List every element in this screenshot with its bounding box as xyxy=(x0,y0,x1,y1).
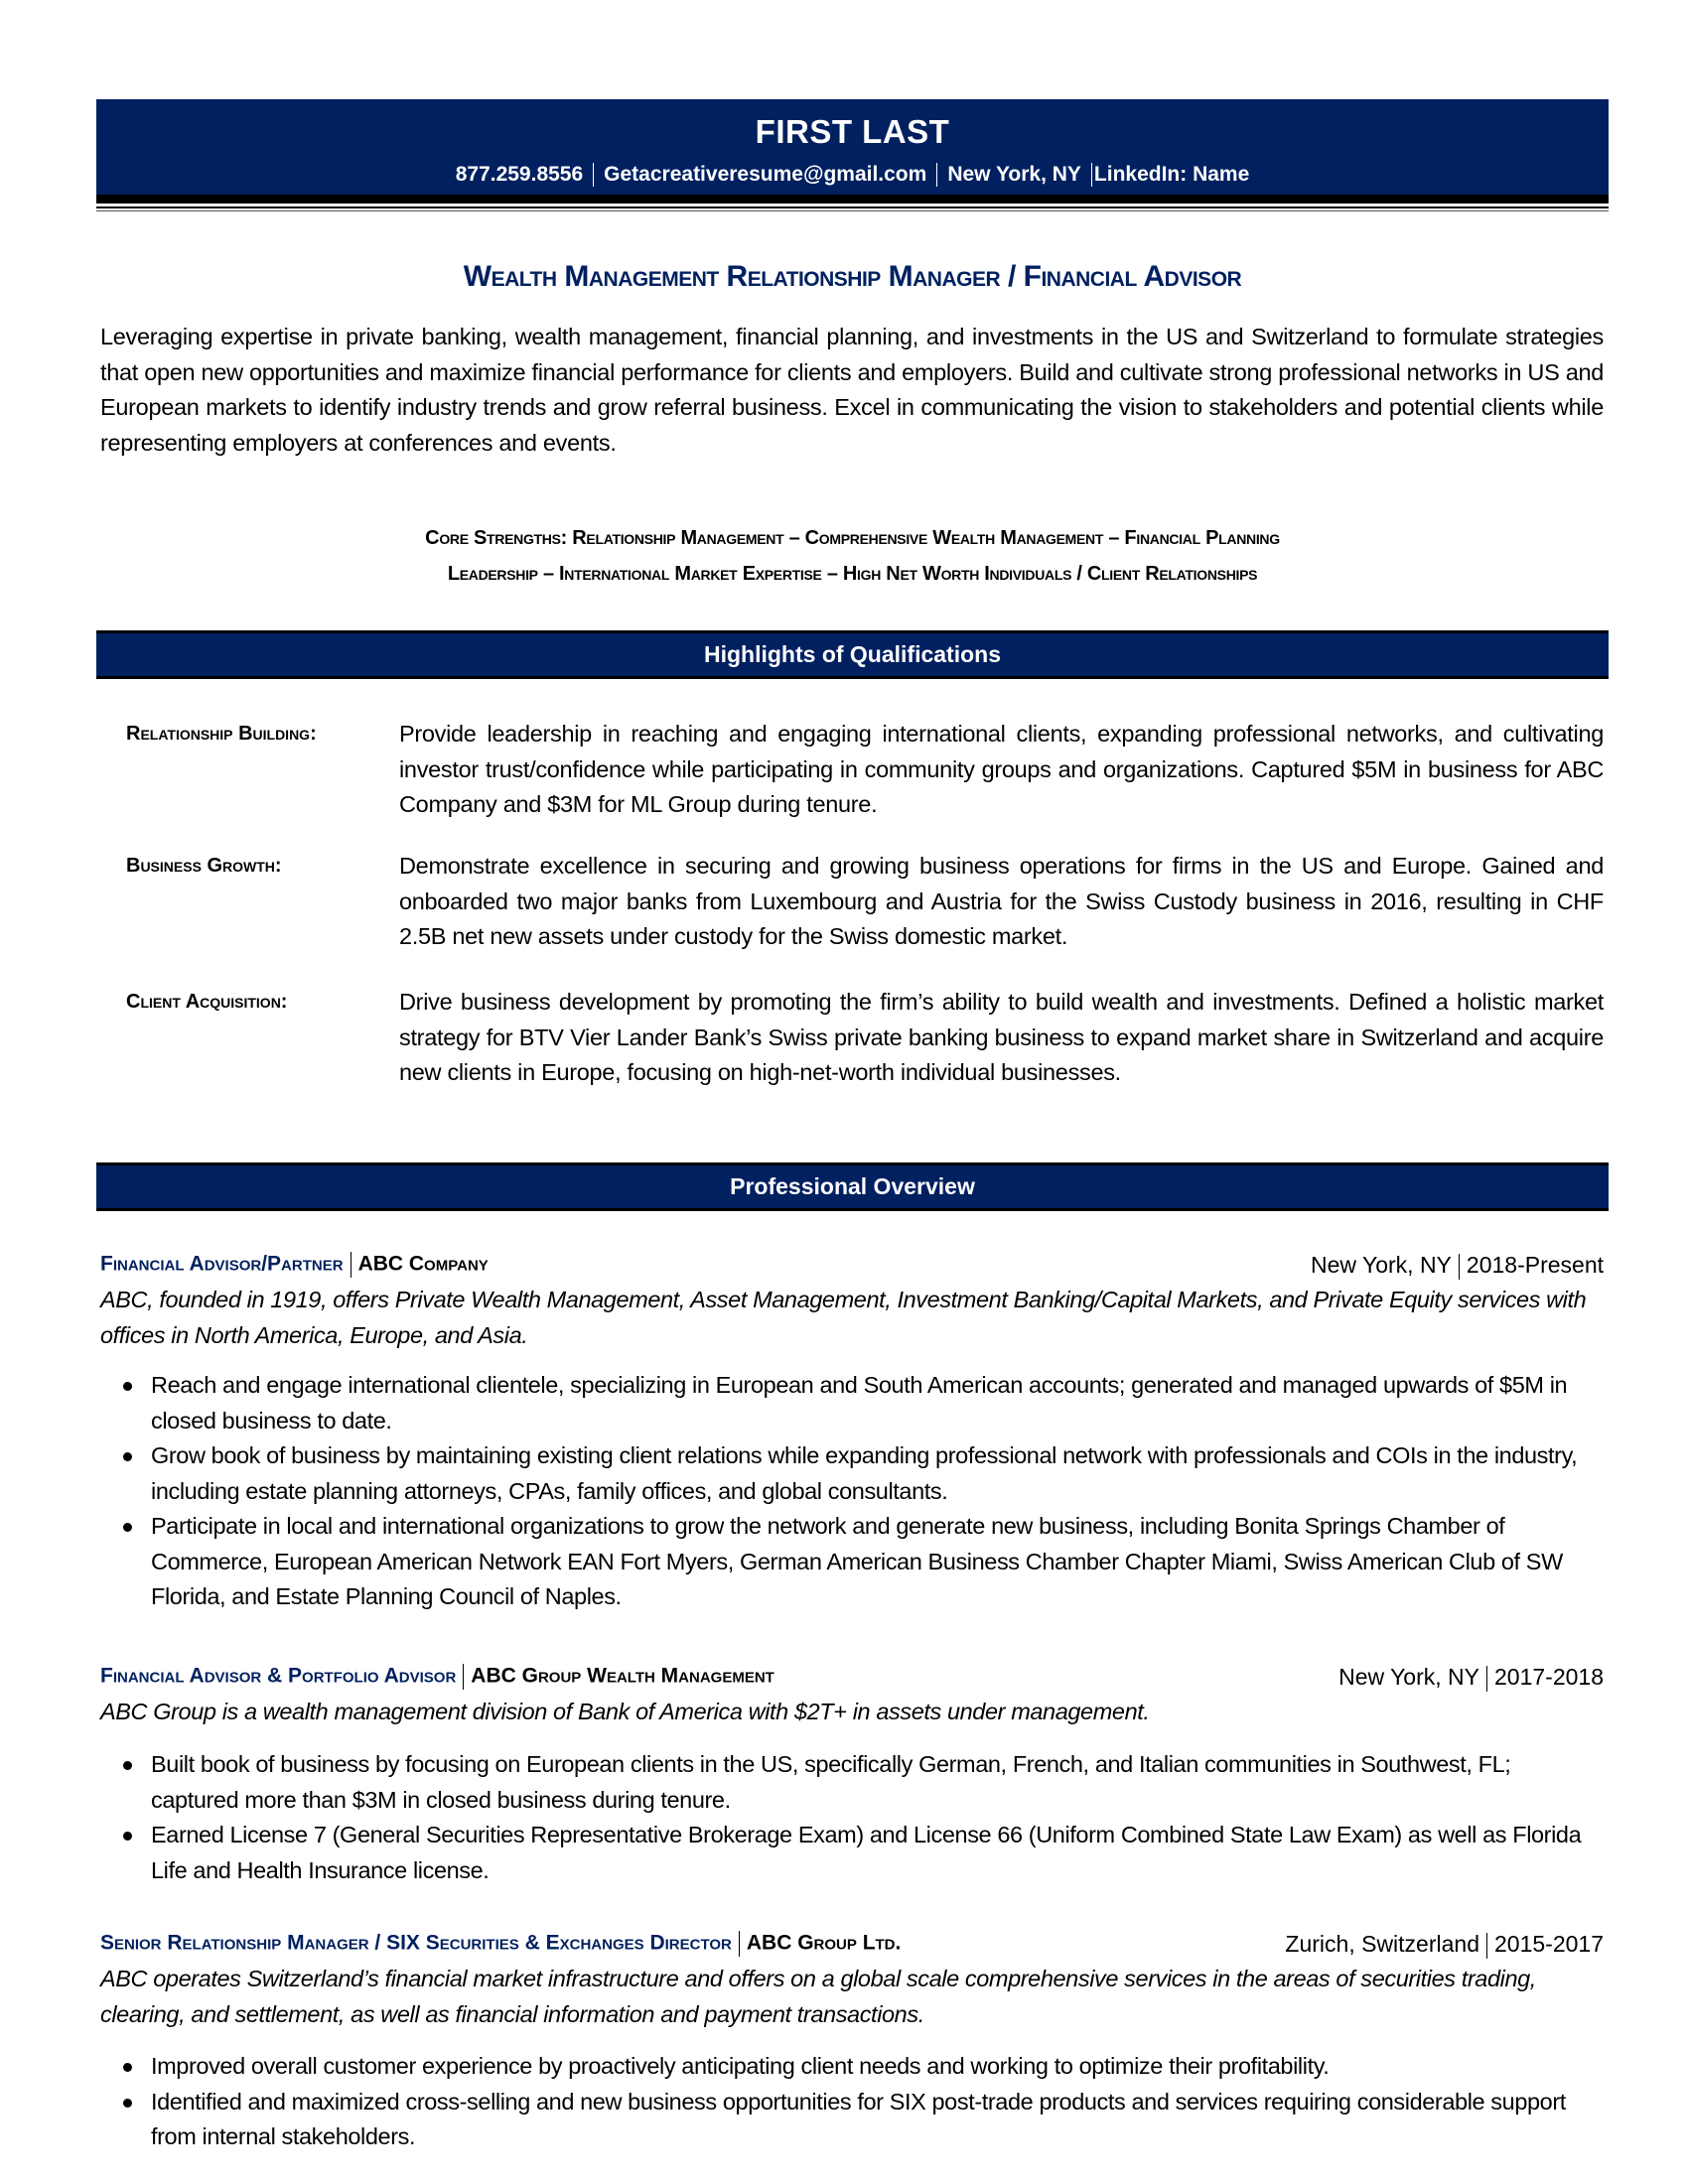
summary: Leveraging expertise in private banking, wealth management, financial planning, and investments in the US and Switzerland to formulate strategies that open new opportunities and maximize financial performance for clients and employers. Build and cultivate strong professional networks in US and European markets to identify industry trends and grow referral business. Excel in communicating the vision to stakeholders and potential clients while representing employers at conferences and events. xyxy=(100,324,1604,456)
separator xyxy=(936,163,937,187)
highlight-text: Drive business development by promoting the firm’s ability to build wealth and investments. Defined a holistic market strategy for BTV Vier Lander Bank’s Swiss private banking business to expand market share in Switzerland and acquire new clients in Europe, focusing on high-net-worth individual businesses. xyxy=(399,989,1604,1085)
job-location: New York, NY xyxy=(1311,1252,1452,1278)
section-heading-highlights: Highlights of Qualifications xyxy=(96,630,1609,679)
bullet-item xyxy=(119,2049,1589,2085)
banner-rule-thin xyxy=(96,210,1609,211)
bullet-text: Grow book of business by maintaining existing client relations while expanding professional network with professionals and COIs in the industry, including estate planning attorneys, CPAs, family offices, and global consultants. xyxy=(151,1442,1578,1504)
bullet-icon xyxy=(123,1382,132,1391)
separator xyxy=(1091,163,1092,187)
bullet-icon xyxy=(123,2099,132,2108)
job-title: Senior Relationship Manager / SIX Securities & Exchanges Director xyxy=(100,1931,732,1955)
bullet-icon xyxy=(123,1832,132,1841)
job-header xyxy=(100,1252,1604,1278)
job-location: New York, NY xyxy=(1338,1664,1479,1690)
candidate-name: FIRST LAST xyxy=(755,113,950,150)
section-heading-experience: Professional Overview xyxy=(96,1162,1609,1211)
highlight-text: Demonstrate excellence in securing and growing business operations for firms in the US and Europe. Gained and onboarded two major banks from Luxembourg and Austria for the Swiss Custody business in 2016, resulting in CHF 2.5B net new assets under custody for the Swiss domestic market. xyxy=(399,853,1604,949)
job-title: Financial Advisor & Portfolio Advisor xyxy=(100,1664,457,1688)
bullet-text: Participate in local and international organizations to grow the network and generate new business, including Bonita Springs Chamber of Commerce, European American Network EAN Fort Myers, German American Business Chamber Chapter Miami, Swiss American Club of SW Florida, and Estate Planning Council of Naples. xyxy=(151,1513,1563,1609)
company-description: ABC Group is a wealth management division of Bank of America with $2T+ in assets under management. xyxy=(100,1699,1150,1724)
banner-rule-thin xyxy=(96,206,1609,208)
bullet-text: Earned License 7 (General Securities Representative Brokerage Exam) and License 66 (Uniform Combined State Law Exam) as well as Florida Life and Health Insurance license. xyxy=(151,1822,1582,1883)
location: New York, NY xyxy=(947,163,1081,186)
job-dates: 2015-2017 xyxy=(1494,1931,1604,1957)
job-dates: 2017-2018 xyxy=(1494,1664,1604,1690)
separator xyxy=(351,1252,352,1278)
bullet-icon xyxy=(123,1761,132,1770)
bullet-icon xyxy=(123,1452,132,1461)
linkedin: LinkedIn: Name xyxy=(1093,163,1250,186)
bullet-item xyxy=(119,2085,1589,2155)
job-bullets xyxy=(119,1368,1589,1615)
headline: Wealth Management Relationship Manager / Financial Advisor xyxy=(463,260,1242,293)
job-location-dates xyxy=(1285,1931,1604,1959)
job-header xyxy=(100,1931,1604,1957)
company: ABC Group Ltd. xyxy=(746,1931,902,1955)
core-strengths-line-1: Core Strengths: Relationship Management – Comprehensive Wealth Management – Financial Planning xyxy=(425,527,1280,549)
bullet-text: Improved overall customer experience by proactively anticipating client needs and working to optimize their profitability. xyxy=(151,2053,1330,2079)
job-bullets xyxy=(119,2049,1589,2155)
company: ABC Company xyxy=(357,1252,489,1276)
job-bullets xyxy=(119,1747,1589,1888)
bullet-icon xyxy=(123,2063,132,2072)
bullet-text: Identified and maximized cross-selling and new business opportunities for SIX post-trade products and services requiring considerable support from internal stakeholders. xyxy=(151,2088,1566,2149)
bullet-item xyxy=(119,1509,1589,1615)
header-banner xyxy=(96,99,1609,195)
separator xyxy=(1486,1933,1487,1959)
phone: 877.259.8556 xyxy=(455,163,584,186)
job-dates: 2018-Present xyxy=(1466,1252,1604,1278)
job-location: Zurich, Switzerland xyxy=(1285,1931,1479,1957)
contact-line xyxy=(96,163,1609,187)
separator xyxy=(1459,1254,1460,1280)
job-location-dates xyxy=(1338,1664,1604,1692)
bullet-item xyxy=(119,1368,1589,1438)
bullet-item xyxy=(119,1818,1589,1888)
bullet-item xyxy=(119,1438,1589,1509)
bullet-icon xyxy=(123,1523,132,1532)
job-header xyxy=(100,1664,1604,1690)
job-location-dates xyxy=(1311,1252,1604,1280)
highlight-label: Relationship Building: xyxy=(126,723,317,745)
core-strengths-line-2: Leadership – International Market Expertise – High Net Worth Individuals / Client Relationships xyxy=(447,563,1258,585)
separator xyxy=(1486,1666,1487,1692)
bullet-item xyxy=(119,1747,1589,1818)
separator xyxy=(593,163,594,187)
email: Getacreativeresume@gmail.com xyxy=(604,163,927,186)
banner-rule-thick xyxy=(96,195,1609,204)
company-description: ABC operates Switzerland’s financial market infrastructure and offers on a global scale comprehensive services in the areas of securities trading, clearing, and settlement, as well as financial information and payment transactions. xyxy=(100,1966,1536,2027)
bullet-text: Reach and engage international clientele, specializing in European and South American accounts; generated and managed upwards of $5M in closed business to date. xyxy=(151,1372,1568,1433)
company: ABC Group Wealth Management xyxy=(471,1664,774,1688)
separator xyxy=(739,1931,740,1957)
highlight-text: Provide leadership in reaching and engaging international clients, expanding professional networks, and cultivating investor trust/confidence while participating in community groups and organizations. Captured $5M in business for ABC Company and $3M for ML Group during tenure. xyxy=(399,721,1604,817)
bullet-text: Built book of business by focusing on European clients in the US, specifically German, French, and Italian communities in Southwest, FL; captured more than $3M in closed business during tenure. xyxy=(151,1751,1511,1813)
job-title: Financial Advisor/Partner xyxy=(100,1252,344,1276)
highlight-label: Client Acquisition: xyxy=(126,991,288,1013)
separator xyxy=(463,1664,464,1690)
company-description: ABC, founded in 1919, offers Private Wealth Management, Asset Management, Investment Banking/Capital Markets, and Private Equity services with offices in North America, Europe, and Asia. xyxy=(100,1287,1587,1348)
highlight-label: Business Growth: xyxy=(126,855,282,877)
